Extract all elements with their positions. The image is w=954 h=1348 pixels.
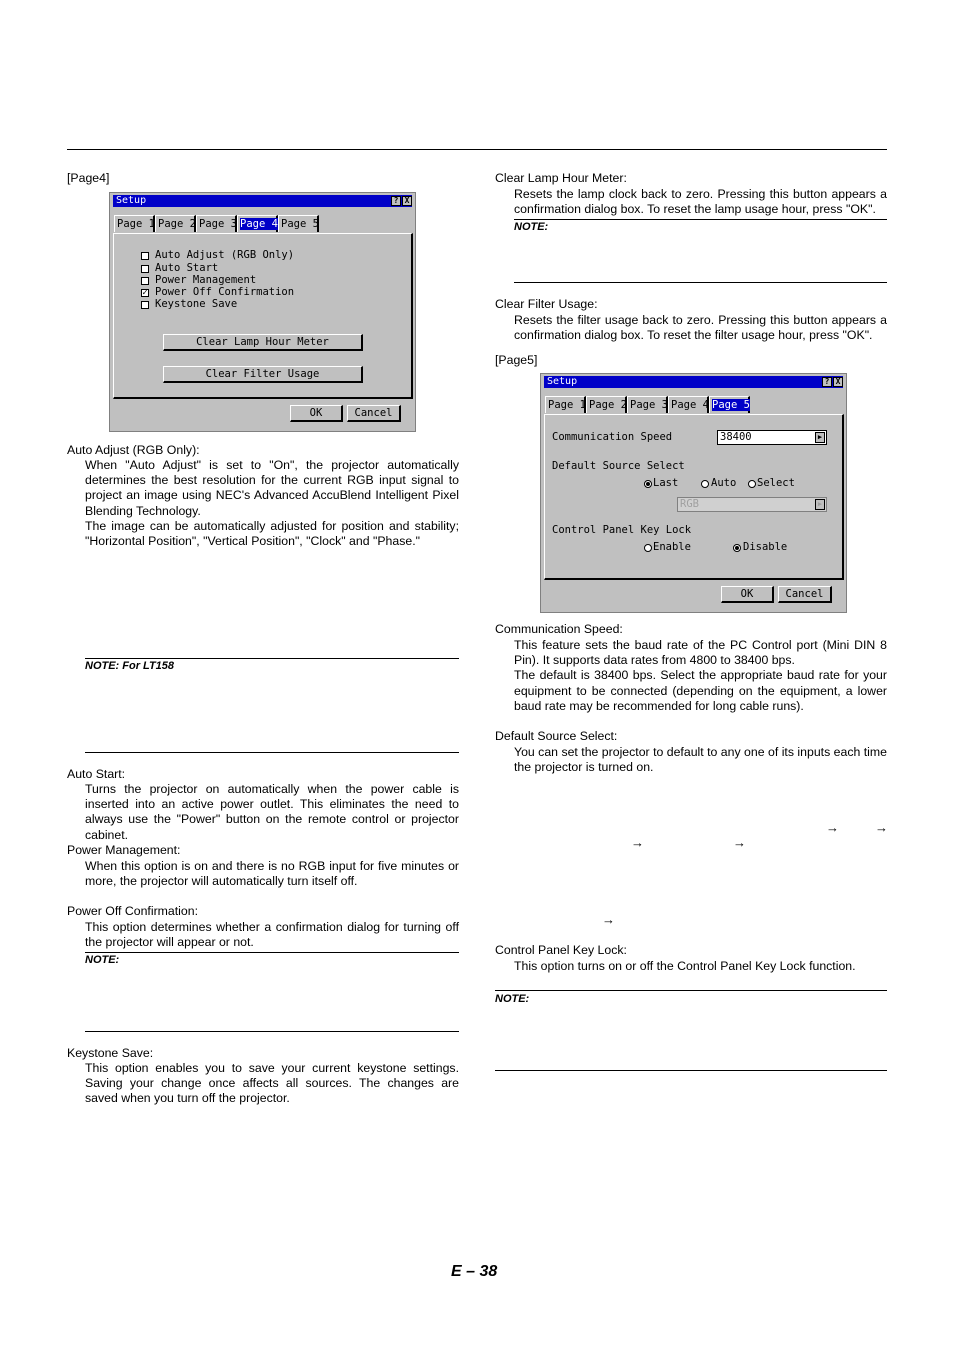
clear-filter-title: Clear Filter Usage:	[495, 297, 598, 311]
dropdown-arrow-icon[interactable]: ▶	[815, 432, 825, 443]
tab-page-3[interactable]: Page 3	[196, 215, 237, 232]
dialog-titlebar	[544, 376, 843, 388]
default-source-body	[514, 745, 887, 775]
paragraph: Resets the lamp clock back to zero. Pressing this button appears a confirmation dialog box. To reset the lamp usage hour, press "OK".	[514, 187, 887, 217]
auto-adjust-body	[85, 458, 459, 549]
tab-page-1[interactable]: Page 1	[545, 396, 586, 413]
tab-page-2[interactable]: Page 2	[586, 396, 627, 413]
power-management-body	[85, 859, 459, 889]
radio-label: Auto	[711, 477, 737, 489]
arrow-glyph: →	[733, 835, 746, 850]
radio-disable[interactable]	[733, 544, 741, 552]
keystone-save-body	[85, 1061, 459, 1107]
communication-speed-body	[514, 638, 887, 714]
default-source-title: Default Source Select:	[495, 729, 618, 743]
radio-last[interactable]	[644, 480, 652, 488]
auto-adjust-title: Auto Adjust (RGB Only):	[67, 443, 200, 457]
checkbox-power-management[interactable]	[141, 277, 149, 285]
checkbox-auto-start[interactable]	[141, 265, 149, 273]
control-panel-key-lock-label: Control Panel Key Lock	[552, 524, 692, 536]
radio-auto[interactable]	[701, 480, 709, 488]
radio-label: Disable	[743, 541, 788, 553]
power-off-body	[85, 920, 459, 950]
paragraph: When "Auto Adjust" is set to "On", the projector automatically determines the best resolution for the current RGB input signal to project an image using NEC's Advanced AccuBlend Intelligent Pixel Blending Technology.	[85, 458, 459, 518]
tab-page-5[interactable]: Page 5	[278, 215, 319, 232]
auto-start-body	[85, 782, 459, 843]
source-value: RGB	[680, 498, 699, 510]
page5-setup-dialog	[540, 373, 847, 613]
paragraph: The default is 38400 bps. Select the appropriate baud rate for your equipment to be connected (depending on the equipment, a lower baud rate may be recommended for long cable runs).	[514, 668, 887, 713]
close-icon[interactable]: X	[833, 377, 843, 387]
page5-heading: [Page5]	[495, 353, 538, 367]
help-icon[interactable]: ?	[391, 196, 401, 206]
note-rule-top	[85, 658, 459, 659]
cancel-button[interactable]: Cancel	[347, 405, 401, 422]
note-label: NOTE:	[514, 221, 549, 233]
checkbox-power-off-confirmation[interactable]: ✓	[142, 288, 148, 298]
checkbox-label: Auto Start	[155, 262, 219, 274]
page4-heading: [Page4]	[67, 171, 110, 185]
radio-enable[interactable]	[644, 544, 652, 552]
note-lt158: NOTE: For LT158	[85, 660, 175, 672]
header-rule	[67, 149, 887, 150]
dialog-titlebar	[113, 195, 412, 207]
cancel-button[interactable]: Cancel	[778, 586, 832, 603]
page4-setup-dialog	[109, 192, 416, 432]
clear-filter-body	[514, 313, 887, 343]
note-rule-top	[495, 990, 887, 991]
dialog-title: Setup	[547, 376, 578, 387]
paragraph: This option enables you to save your current keystone settings. Saving your change once affects all sources. The changes are saved when you turn off the projector.	[85, 1061, 459, 1106]
note-label: NOTE:	[495, 993, 530, 1005]
paragraph: This option determines whether a confirmation dialog for turning off the projector will appear or not.	[85, 920, 459, 950]
tab-page-4[interactable]: Page 4	[237, 215, 278, 232]
paragraph: The image can be automatically adjusted for position and stability; "Horizontal Position", "Vertical Position", "Clock" and "Phase."	[85, 518, 459, 549]
auto-start-title: Auto Start:	[67, 767, 126, 781]
clear-lamp-body	[514, 187, 887, 217]
tab-page-5[interactable]: Page 5	[709, 396, 750, 413]
note-rule-bottom	[85, 1031, 459, 1032]
control-lock-body	[514, 959, 887, 974]
tab-page-4[interactable]: Page 4	[668, 396, 709, 413]
note-rule-bottom	[85, 752, 459, 753]
radio-label: Enable	[653, 541, 691, 553]
ok-button[interactable]: OK	[721, 586, 774, 603]
clear-lamp-title: Clear Lamp Hour Meter:	[495, 171, 627, 185]
note-rule-bottom	[514, 282, 887, 283]
note-rule-top	[514, 219, 887, 220]
paragraph: This feature sets the baud rate of the PC Control port (Mini DIN 8 Pin). It supports data rates from 4800 to 38400 bps.	[514, 638, 887, 668]
source-select[interactable]	[677, 497, 827, 512]
tab-page-1[interactable]: Page 1	[114, 215, 155, 232]
close-icon[interactable]: X	[402, 196, 412, 206]
default-source-label: Default Source Select	[552, 460, 685, 472]
communication-speed-title: Communication Speed:	[495, 622, 623, 636]
tab-page-3[interactable]: Page 3	[627, 396, 668, 413]
communication-speed-label: Communication Speed	[552, 431, 673, 443]
dropdown-arrow-icon[interactable]: ▶	[815, 499, 825, 510]
checkbox-label: Power Off Confirmation	[155, 286, 295, 298]
note-rule-bottom	[495, 1070, 887, 1071]
radio-label: Select	[757, 477, 795, 489]
arrow-glyph: →	[602, 912, 615, 927]
clear-filter-usage-button[interactable]: Clear Filter Usage	[163, 366, 363, 383]
note-rule-top	[85, 952, 459, 953]
clear-lamp-hour-meter-button[interactable]: Clear Lamp Hour Meter	[163, 334, 363, 351]
arrow-glyph: →	[875, 820, 888, 835]
paragraph: When this option is on and there is no RGB input for five minutes or more, the projector will automatically turn itself off.	[85, 859, 459, 889]
communication-speed-value: 38400	[720, 431, 752, 443]
keystone-save-title: Keystone Save:	[67, 1046, 154, 1060]
checkbox-auto-adjust[interactable]	[141, 252, 149, 260]
control-lock-title: Control Panel Key Lock:	[495, 943, 627, 957]
power-management-title: Power Management:	[67, 843, 181, 857]
radio-select[interactable]	[748, 480, 756, 488]
paragraph: You can set the projector to default to any one of its inputs each time the projector is turned on.	[514, 745, 887, 775]
communication-speed-select[interactable]	[717, 430, 827, 445]
help-icon[interactable]: ?	[822, 377, 832, 387]
arrow-glyph: →	[631, 835, 644, 850]
arrow-glyph: →	[826, 820, 839, 835]
ok-button[interactable]: OK	[290, 405, 343, 422]
paragraph: Resets the filter usage back to zero. Pressing this button appears a confirmation dialog box. To reset the filter usage hour, press "OK".	[514, 313, 887, 343]
radio-label: Last	[653, 477, 679, 489]
tab-page-2[interactable]: Page 2	[155, 215, 196, 232]
page-number: E – 38	[451, 1263, 498, 1280]
paragraph: This option turns on or off the Control Panel Key Lock function.	[514, 959, 856, 973]
checkbox-label: Power Management	[155, 274, 257, 286]
power-off-title: Power Off Confirmation:	[67, 904, 198, 918]
checkbox-label: Auto Adjust (RGB Only)	[155, 249, 295, 261]
note-label: NOTE:	[85, 954, 120, 966]
dialog-title: Setup	[116, 195, 147, 206]
paragraph: Turns the projector on automatically when the power cable is inserted into an active power outlet. This eliminates the need to always use the "Power" button on the remote control or projector cabinet.	[85, 782, 459, 842]
checkbox-label: Keystone Save	[155, 298, 238, 310]
checkbox-keystone-save[interactable]	[141, 301, 149, 309]
